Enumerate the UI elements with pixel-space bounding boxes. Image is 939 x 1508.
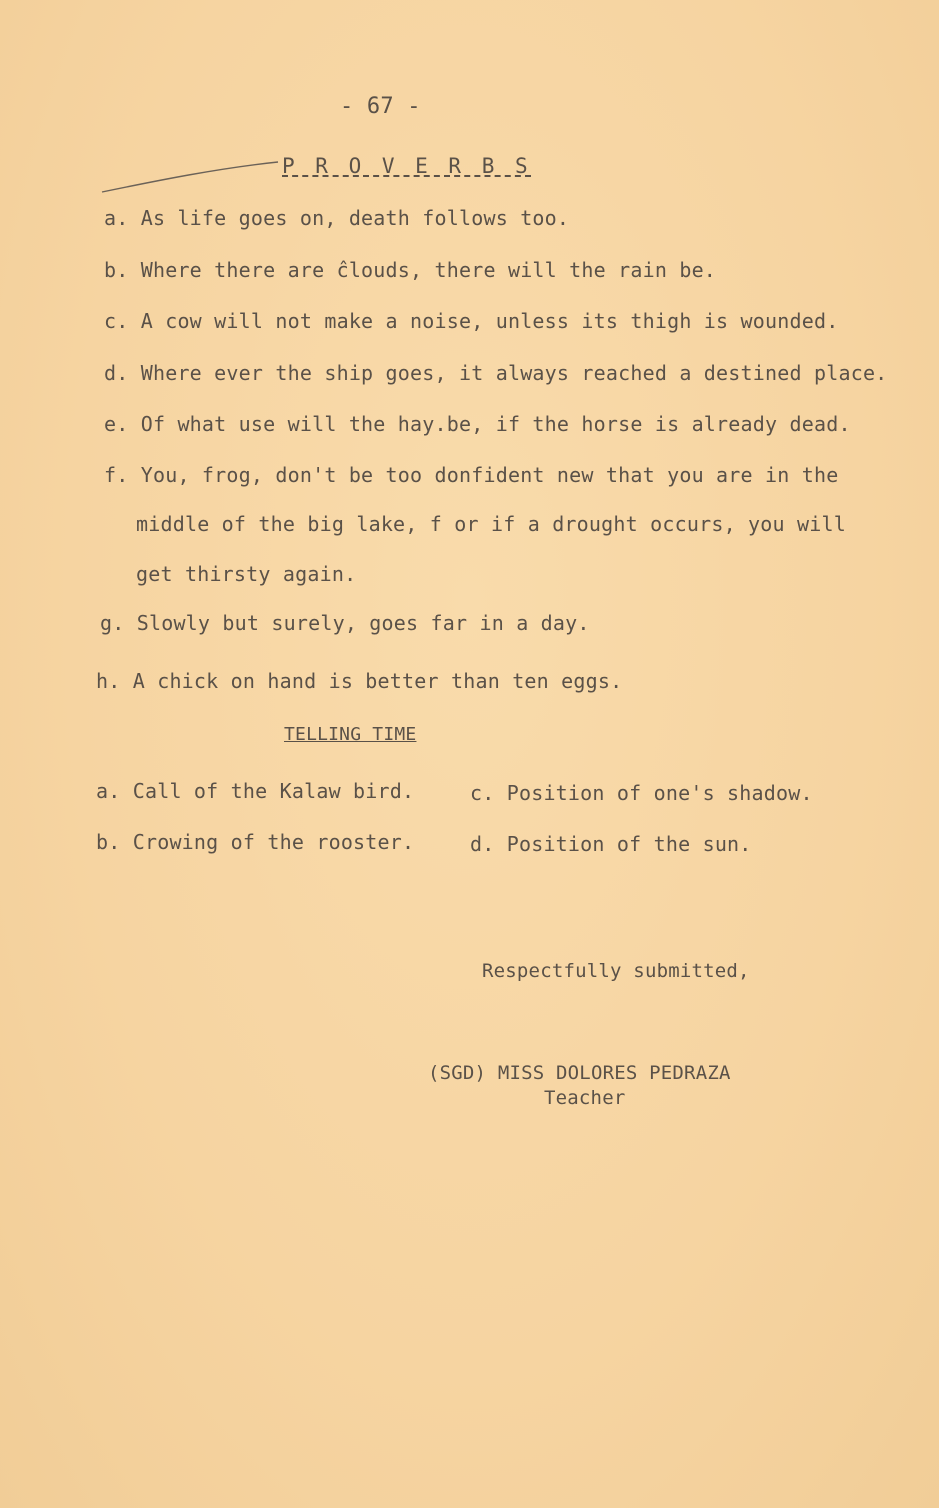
telling-time-d: d. Position of the sun.	[470, 832, 752, 856]
signatory-name: (SGD) MISS DOLORES PEDRAZA	[428, 1062, 731, 1084]
proverb-h: h. A chick on hand is better than ten eggs.	[96, 669, 623, 693]
telling-time-a: a. Call of the Kalaw bird.	[96, 779, 415, 803]
proverb-f-line1: f. You, frog, don't be too donfident new that you are in the	[104, 463, 839, 487]
proverb-f-line3: get thirsty again.	[136, 562, 357, 586]
telling-time-heading: TELLING TIME	[284, 724, 417, 745]
closing-line: Respectfully submitted,	[482, 960, 750, 982]
telling-time-c: c. Position of one's shadow.	[470, 781, 813, 805]
proverb-f-line2: middle of the big lake, f or if a drought occurs, you will	[136, 512, 846, 536]
handwritten-stroke	[100, 158, 280, 198]
page-number: - 67 -	[340, 94, 421, 119]
proverb-d: d. Where ever the ship goes, it always reached a destined place.	[104, 361, 888, 385]
proverb-b: b. Where there are ĉlouds, there will the rain be.	[104, 258, 717, 282]
signatory-title: Teacher	[544, 1087, 626, 1109]
telling-time-b: b. Crowing of the rooster.	[96, 830, 415, 854]
proverb-g: g. Slowly but surely, goes far in a day.	[100, 611, 590, 635]
proverb-e: e. Of what use will the hay.be, if the horse is already dead.	[104, 412, 851, 436]
proverb-a: a. As life goes on, death follows too.	[104, 206, 570, 230]
proverb-c: c. A cow will not make a noise, unless its thigh is wounded.	[104, 309, 839, 333]
proverbs-heading: P R O V E R B S	[282, 154, 532, 178]
